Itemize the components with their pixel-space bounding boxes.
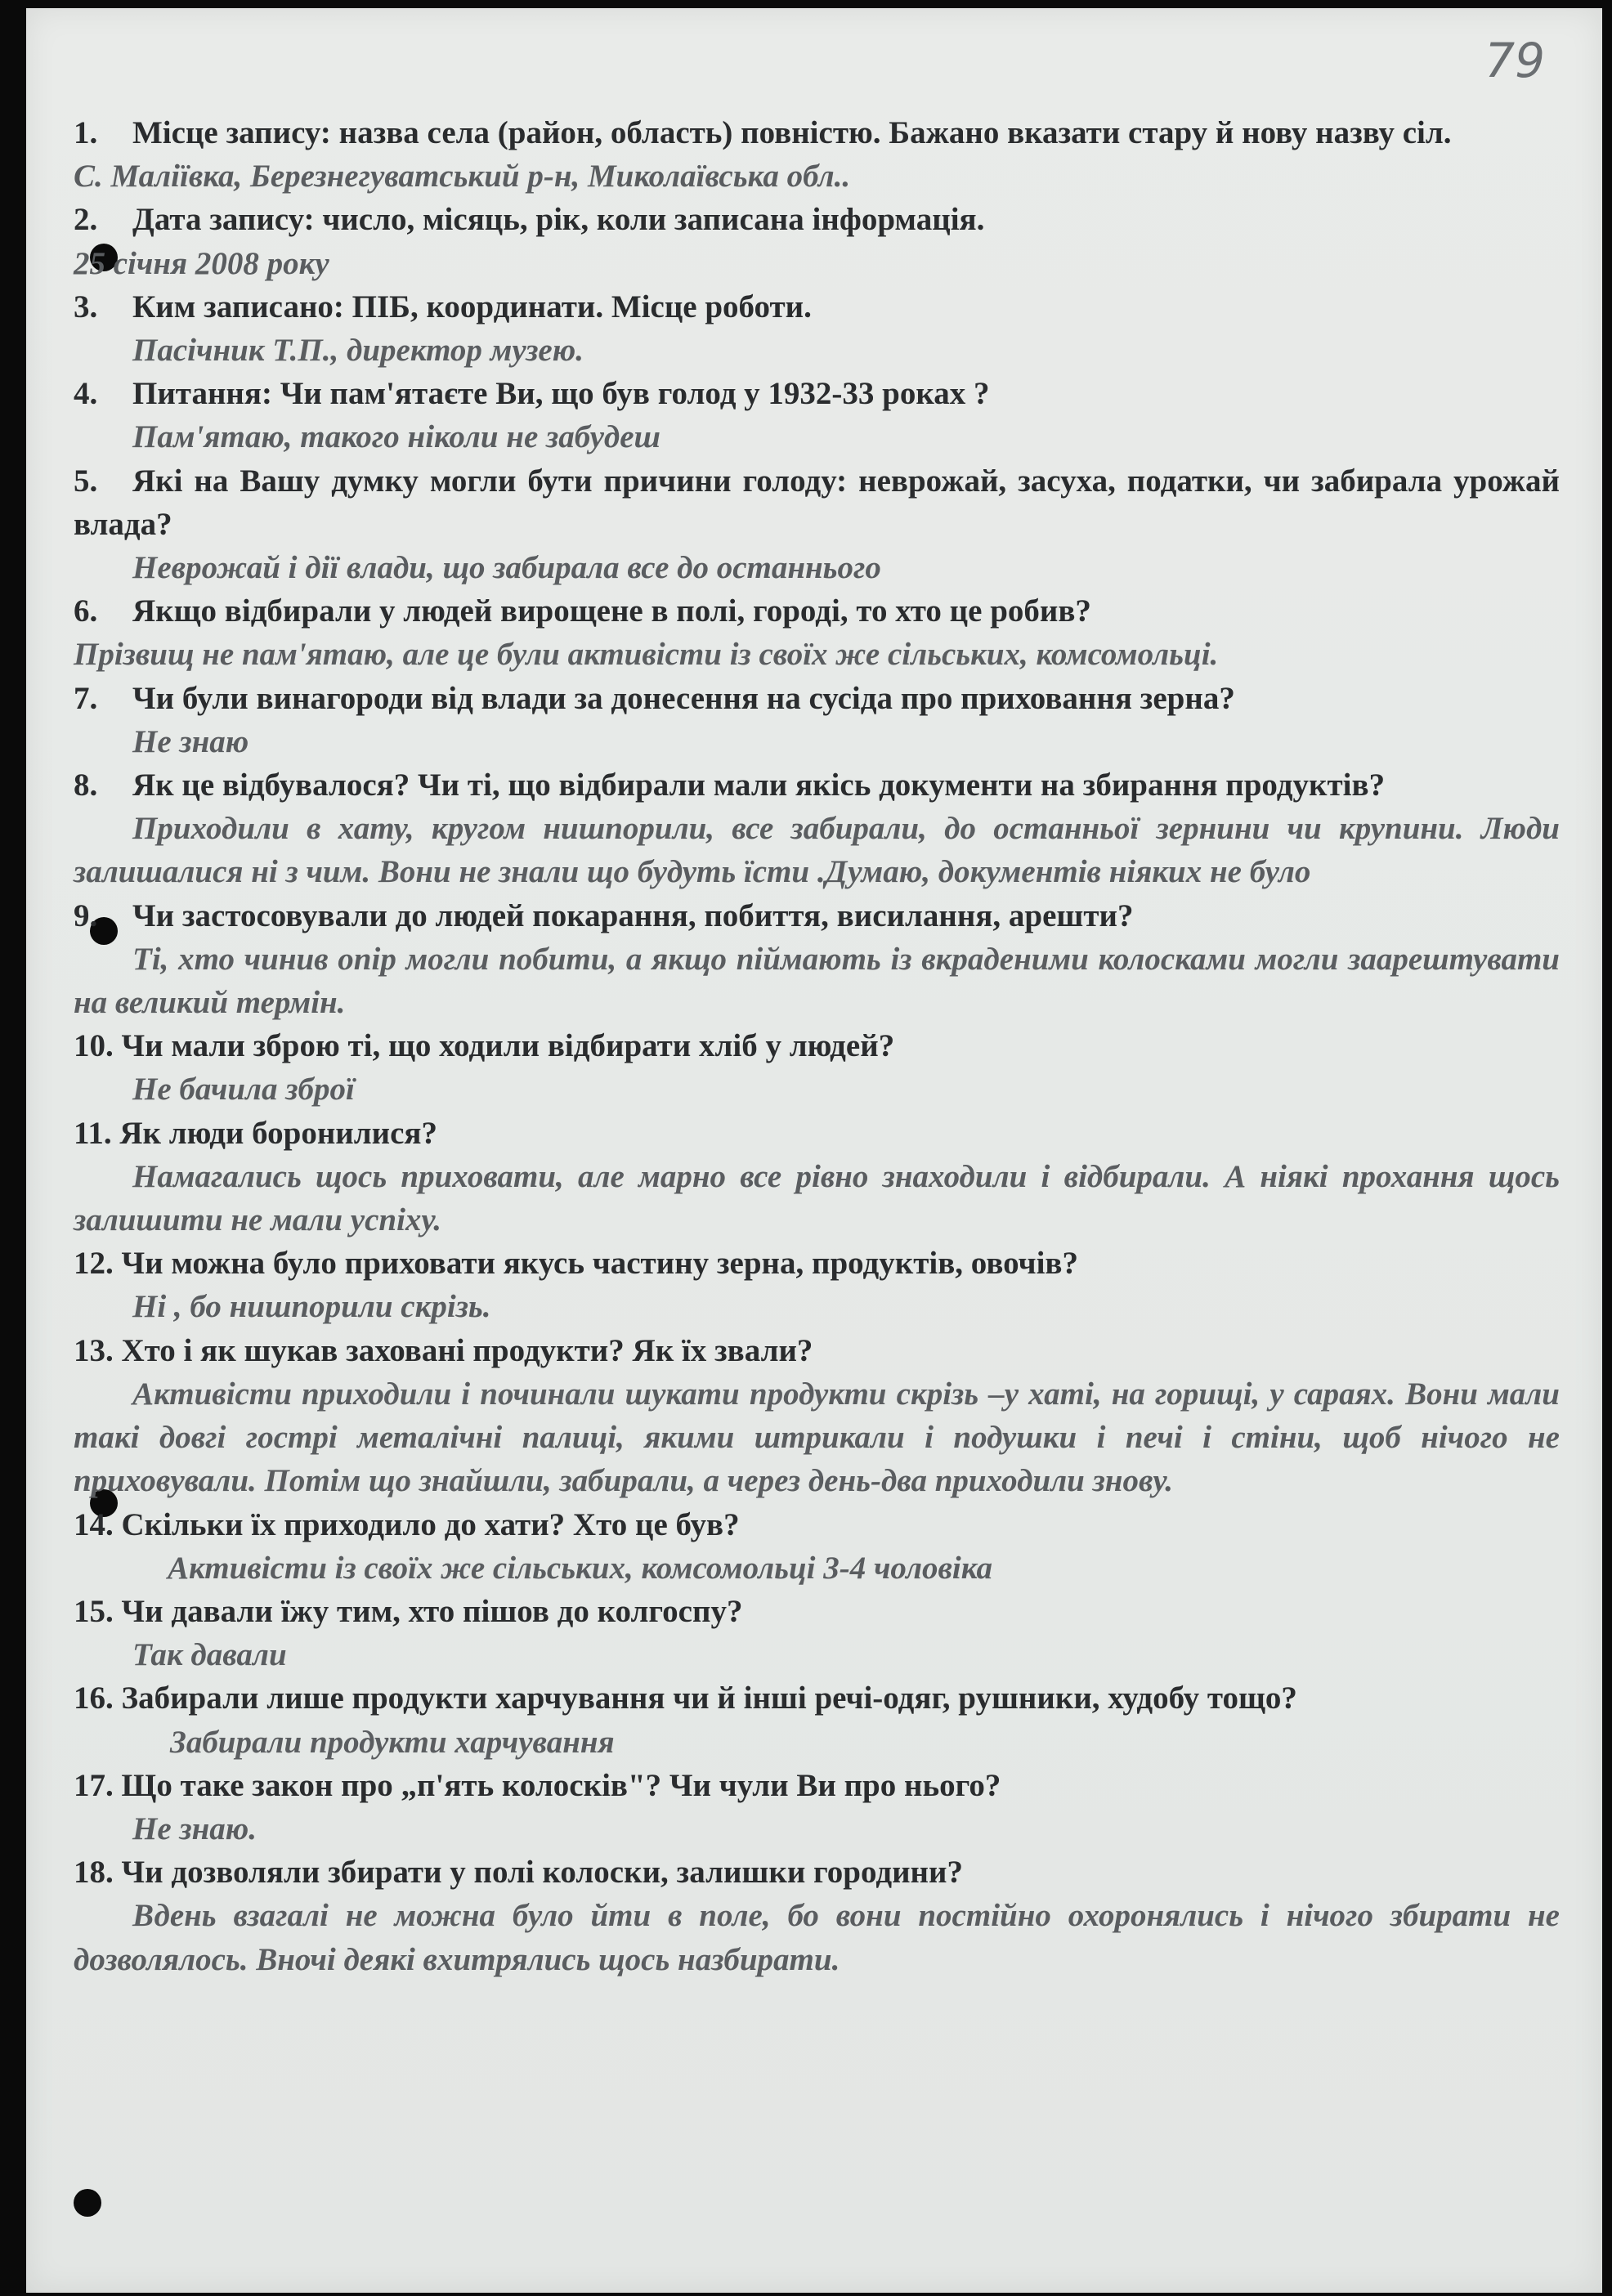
question-2: 2. Дата запису: число, місяць, рік, коли записана інформація. [74,202,985,238]
question-6: 6. Якщо відбирали у людей вирощене в полі, городі, то хто це робив? [74,593,1091,629]
document-page [26,8,1602,2293]
question-8: 8. Як це відбувалося? Чи ті, що відбирали мали якісь документи на збирання продуктів? [74,768,1386,803]
punch-hole [74,2189,101,2217]
question-5: 5. Які на Вашу думку могли бути причини голоду: неврожай, засуха, податки, чи забирала урожай влада? [74,463,1560,542]
question-15: 15. Чи давали їжу тим, хто пішов до колгоспу? [74,1593,743,1629]
question-18: 18. Чи дозволяли збирати у полі колоски, залишки городини? [74,1855,963,1891]
question-16: 16. Забирали лише продукти харчування чи й інші речі-одяг, рушники, худобу тощо? [74,1681,1297,1716]
question-4: 4. Питання: Чи пам'ятаєте Ви, що був голод у 1932-33 роках ? [74,376,990,412]
answer-18: Вдень взагалі не можна було йти в поле, бо вони постійно охоронялись і нічого збирати не дозволялось. Вночі деякі вхитрялись щось назбирати. [74,1898,1560,1977]
answer-15: Так давали [132,1637,287,1673]
question-11: 11. Як люди боронилися? [74,1115,438,1151]
answer-1: С. Маліївка, Березнегуватський р-н, Миколаївська обл.. [74,159,851,195]
answer-2: 25 січня 2008 року [74,245,329,281]
answer-4: Пам'ятаю, такого ніколи не забудеш [132,419,661,455]
answer-8: Приходили в хату, кругом нишпорили, все забирали, до останньої зернини чи крупини. Люди залишалися ні з чим. Вони не знали що будуть їсти .Думаю, документів ніяких не було [74,811,1560,890]
page-number: 79 [1484,33,1545,88]
question-10: 10. Чи мали зброю ті, що ходили відбирати хліб у людей? [74,1028,895,1064]
answer-5: Неврожай і дії влади, що забирала все до останнього [132,550,881,586]
answer-17: Не знаю. [132,1810,257,1846]
question-14: 14. Скільки їх приходило до хати? Хто це був? [74,1506,740,1542]
answer-16: Забирали продукти харчування [170,1724,615,1760]
answer-13: Активісти приходили і починали шукати продукти скрізь –у хаті, на горищі, у сараях. Вони мали такі довгі гострі металічні палиці, якими штрикали і подушки і печі і стіни, щоб нічого не приховували. Потім що знайшли, забирали, а через день-два приходили знову. [74,1376,1560,1499]
answer-6: Прізвищ не пам'ятаю, але це були активісти із своїх же сільських, комсомольці. [74,637,1219,673]
answer-7: Не знаю [132,723,249,759]
answer-10: Не бачила зброї [132,1072,355,1108]
question-12: 12. Чи можна було приховати якусь частину зерна, продуктів, овочів? [74,1246,1078,1282]
questionnaire [74,111,1560,1981]
answer-12: Ні , бо нишпорили скрізь. [132,1289,491,1325]
answer-9: Ті, хто чинив опір могли побити, а якщо піймають із вкраденими колосками могли заарештувати на великий термін. [74,941,1560,1021]
question-1: 1. Місце запису: назва села (район, область) повністю. Бажано вказати стару й нову назву сіл. [74,115,1452,150]
question-7: 7. Чи були винагороди від влади за донесення на сусіда про приховання зерна? [74,680,1235,716]
answer-11: Намагались щось приховати, але марно все рівно знаходили і відбирали. А ніякі прохання щось залишити не мали успіху. [74,1158,1560,1238]
question-17: 17. Що таке закон про „п'ять колосків"? Чи чули Ви про нього? [74,1767,1001,1803]
question-13: 13. Хто і як шукав заховані продукти? Як їх звали? [74,1332,813,1368]
answer-3: Пасічник Т.П., директор музею. [132,333,584,369]
question-9: 9. Чи застосовували до людей покарання, побиття, висилання, арешти? [74,897,1134,933]
answer-14: Активісти із своїх же сільських, комсомольці 3-4 чоловіка [168,1550,993,1586]
question-3: 3. Ким записано: ПІБ, координати. Місце роботи. [74,289,812,324]
